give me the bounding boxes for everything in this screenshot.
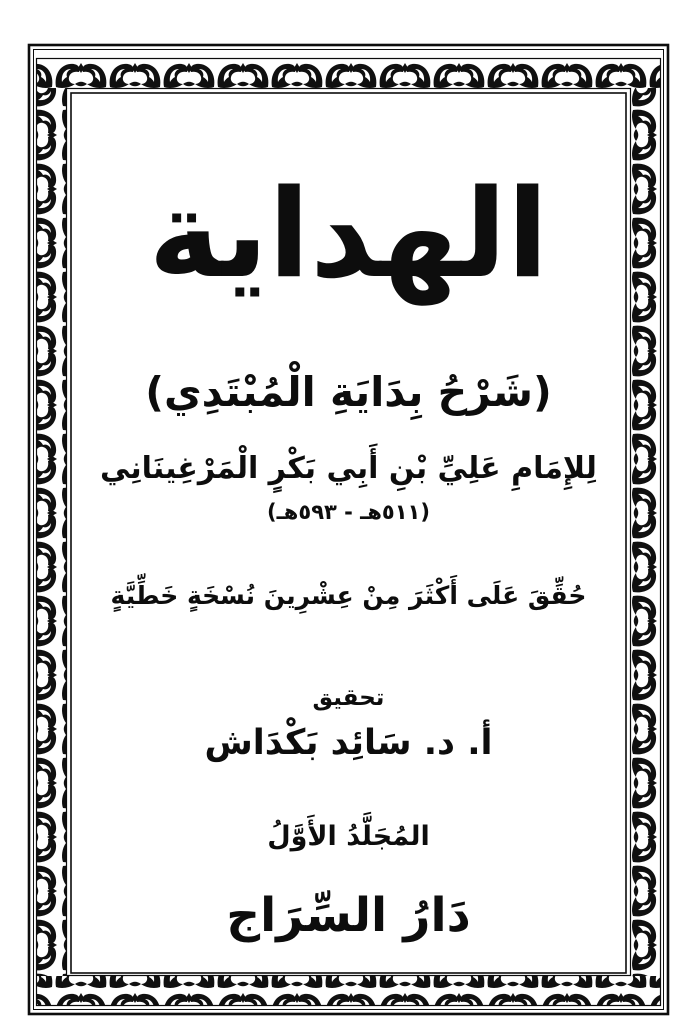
volume-label: المُجَلَّدُ الأَوَّلُ bbox=[267, 821, 430, 852]
book-subtitle: (شَرْحُ بِدَايَةِ الْمُبْتَدِي) bbox=[145, 368, 552, 416]
author-dates: (٥١١هـ - ٥٩٣هـ) bbox=[267, 500, 430, 524]
author-name: لِلإِمَامِ عَلِيِّ بْنِ أَبِي بَكْرٍ الْمَرْغِينَانِي bbox=[100, 451, 597, 486]
book-title: الهداية bbox=[148, 163, 549, 305]
edition-note: حُقِّقَ عَلَى أَكْثَرَ مِنْ عِشْرِينَ نُسْخَةٍ خَطِّيَّةٍ bbox=[110, 581, 587, 610]
editor-label: تحقيق bbox=[312, 685, 385, 711]
editor-name: أ. د. سَائِد بَكْدَاش bbox=[204, 723, 493, 763]
publisher-name: دَارُ السِّرَاج bbox=[226, 888, 471, 943]
